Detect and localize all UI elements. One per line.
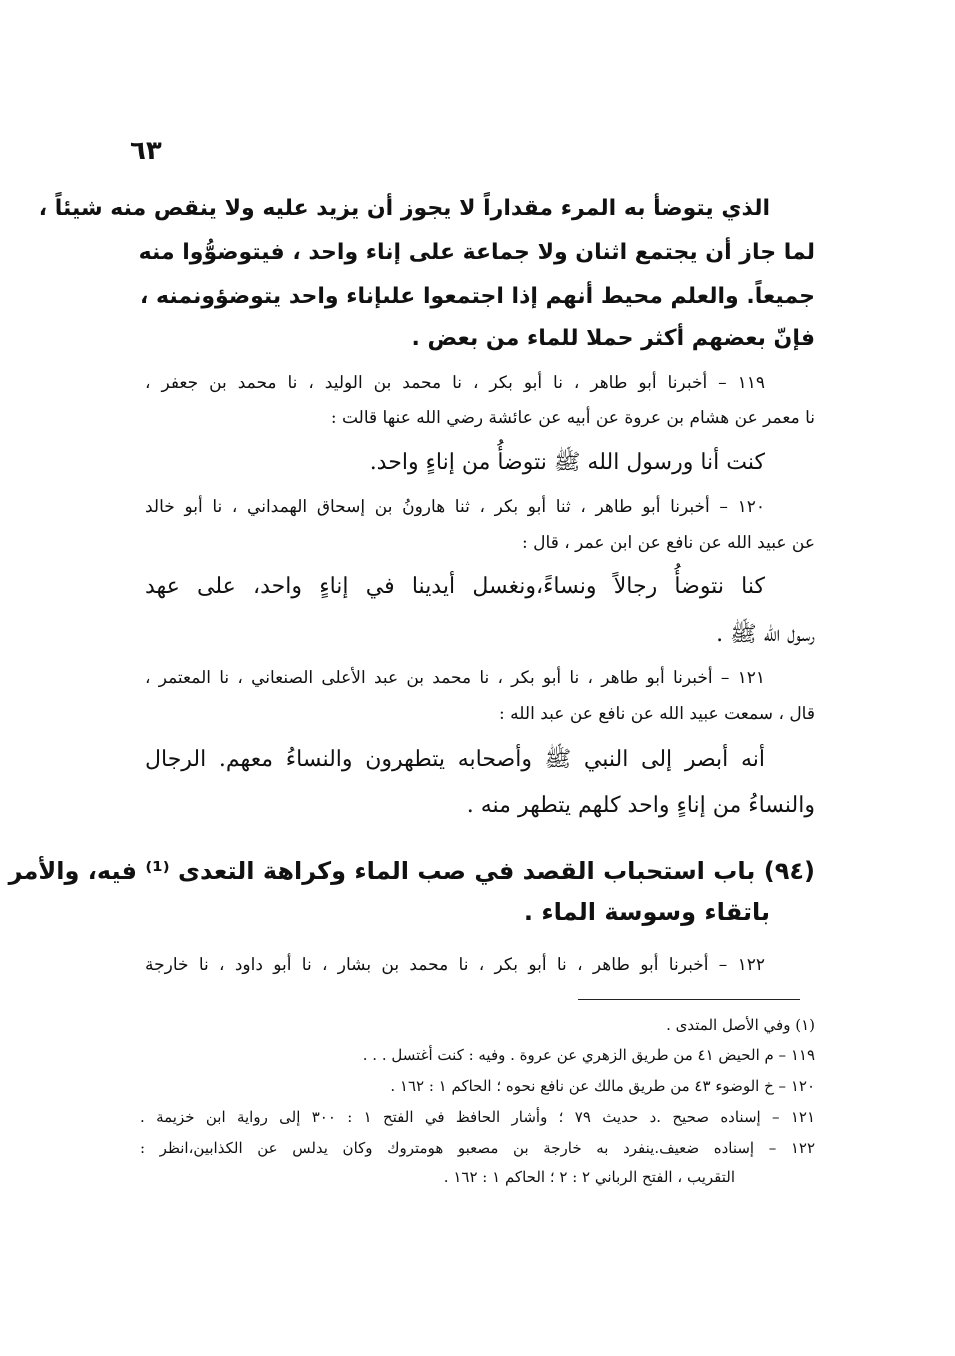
paragraph-line-3: جميعاً. والعلم محيط أنهم إذا اجتمعوا علىإناء واحد يتوضؤونمنه ،: [140, 284, 815, 309]
footnote-122-line-2: التقريب ، الفتح الرباني ٢ : ٢ ؛ الحاكم ١ : ١٦٢ .: [443, 1168, 735, 1186]
hadith-119-isnad-line-2: نا معمر عن هشام بن عروة عن أبيه عن عائشة رضي الله عنها قالت :: [330, 408, 815, 428]
hadith-120-isnad-line-2: عن عبيد الله عن نافع عن ابن عمر ، قال :: [522, 533, 815, 553]
footnote-120: ١٢٠ – خ الوضوء ٤٣ من طريق مالك عن نافع نحوه ؛ الحاكم ١ : ١٦٢ .: [390, 1077, 815, 1095]
hadith-120-isnad-line-1: ١٢٠ – أخبرنا أبو طاهر ، ثنا أبو بكر ، ثنا هارونُ بن إسحاق الهمداني ، نا أبو خالد: [145, 497, 765, 517]
hadith-121-matn-line-1: أنه أبصر إلى النبي ﷺ وأصحابه يتطهرون والنساءُ معهم. الرجال: [145, 747, 765, 772]
chapter-heading-line-1: (٩٤) باب استحباب القصد في صب الماء وكراهة التعدى ⁽¹⁾ فيه، والأمر: [8, 857, 815, 885]
page-number: ٦٣: [130, 136, 162, 166]
hadith-119-matn-line-1: كنت أنا ورسول الله ﷺ نتوضأُ من إناءٍ واحد.: [369, 450, 765, 475]
hadith-121-matn-line-2: والنساءُ من إناءٍ واحد كلهم يتطهر منه .: [466, 793, 815, 818]
hadith-120-matn-line-1: كنا نتوضأُ رجالاً ونساءً،ونغسل أيدينا في إناءٍ واحد، على عهد: [145, 574, 765, 599]
footnote-separator: [578, 999, 800, 1000]
footnote-121: ١٢١ – إسناده صحيح .د حديث ٧٩ ؛ وأشار الحافظ في الفتح ١ : ٣٠٠ إلى رواية ابن خزيمة .: [140, 1108, 816, 1126]
chapter-heading-line-2: باتقاء وسوسة الماء .: [523, 898, 770, 926]
hadith-119-isnad-line-1: ١١٩ – أخبرنا أبو طاهر ، نا أبو بكر ، نا محمد بن الوليد ، نا محمد بن جعفر ،: [145, 373, 765, 393]
paragraph-line-4: فإنّ بعضهم أكثر حملا للماء من بعض .: [411, 326, 815, 351]
hadith-121-isnad-line-1: ١٢١ – أخبرنا أبو طاهر ، نا أبو بكر ، نا محمد بن عبد الأعلى الصنعاني ، نا المعتمر ،: [145, 668, 765, 688]
hadith-121-isnad-line-2: قال ، سمعت عبيد الله عن نافع عن عبد الله :: [499, 704, 815, 724]
footnote-122-line-1: ١٢٢ – إسناده ضعيف.ينفرد به خارجة بن مصعبو هومتروك وكان يدلس عن الكذابين،انظر :: [140, 1139, 815, 1157]
paragraph-line-1: الذي يتوضأ به المرء مقداراً لا يجوز أن يزيد عليه ولا ينقص منه شيئاً ،: [38, 196, 770, 221]
paragraph-line-2: لما جاز أن يجتمع اثنان ولا جماعة على إناء واحد ، فيتوضوُّوا منه: [138, 240, 815, 265]
hadith-122-isnad-line-1: ١٢٢ – أخبرنا أبو طاهر ، نا أبو بكر ، نا محمد بن بشار ، نا أبو داود ، نا خارجة: [145, 955, 765, 975]
footnote-1: (١) وفي الأصل المتدى .: [666, 1016, 815, 1034]
hadith-120-matn-line-2: رسول الله ﷺ .: [716, 622, 815, 647]
footnote-119: ١١٩ – م الحيض ٤١ من طريق الزهري عن عروة . وفيه : كنت أغتسل . . .: [362, 1046, 815, 1064]
